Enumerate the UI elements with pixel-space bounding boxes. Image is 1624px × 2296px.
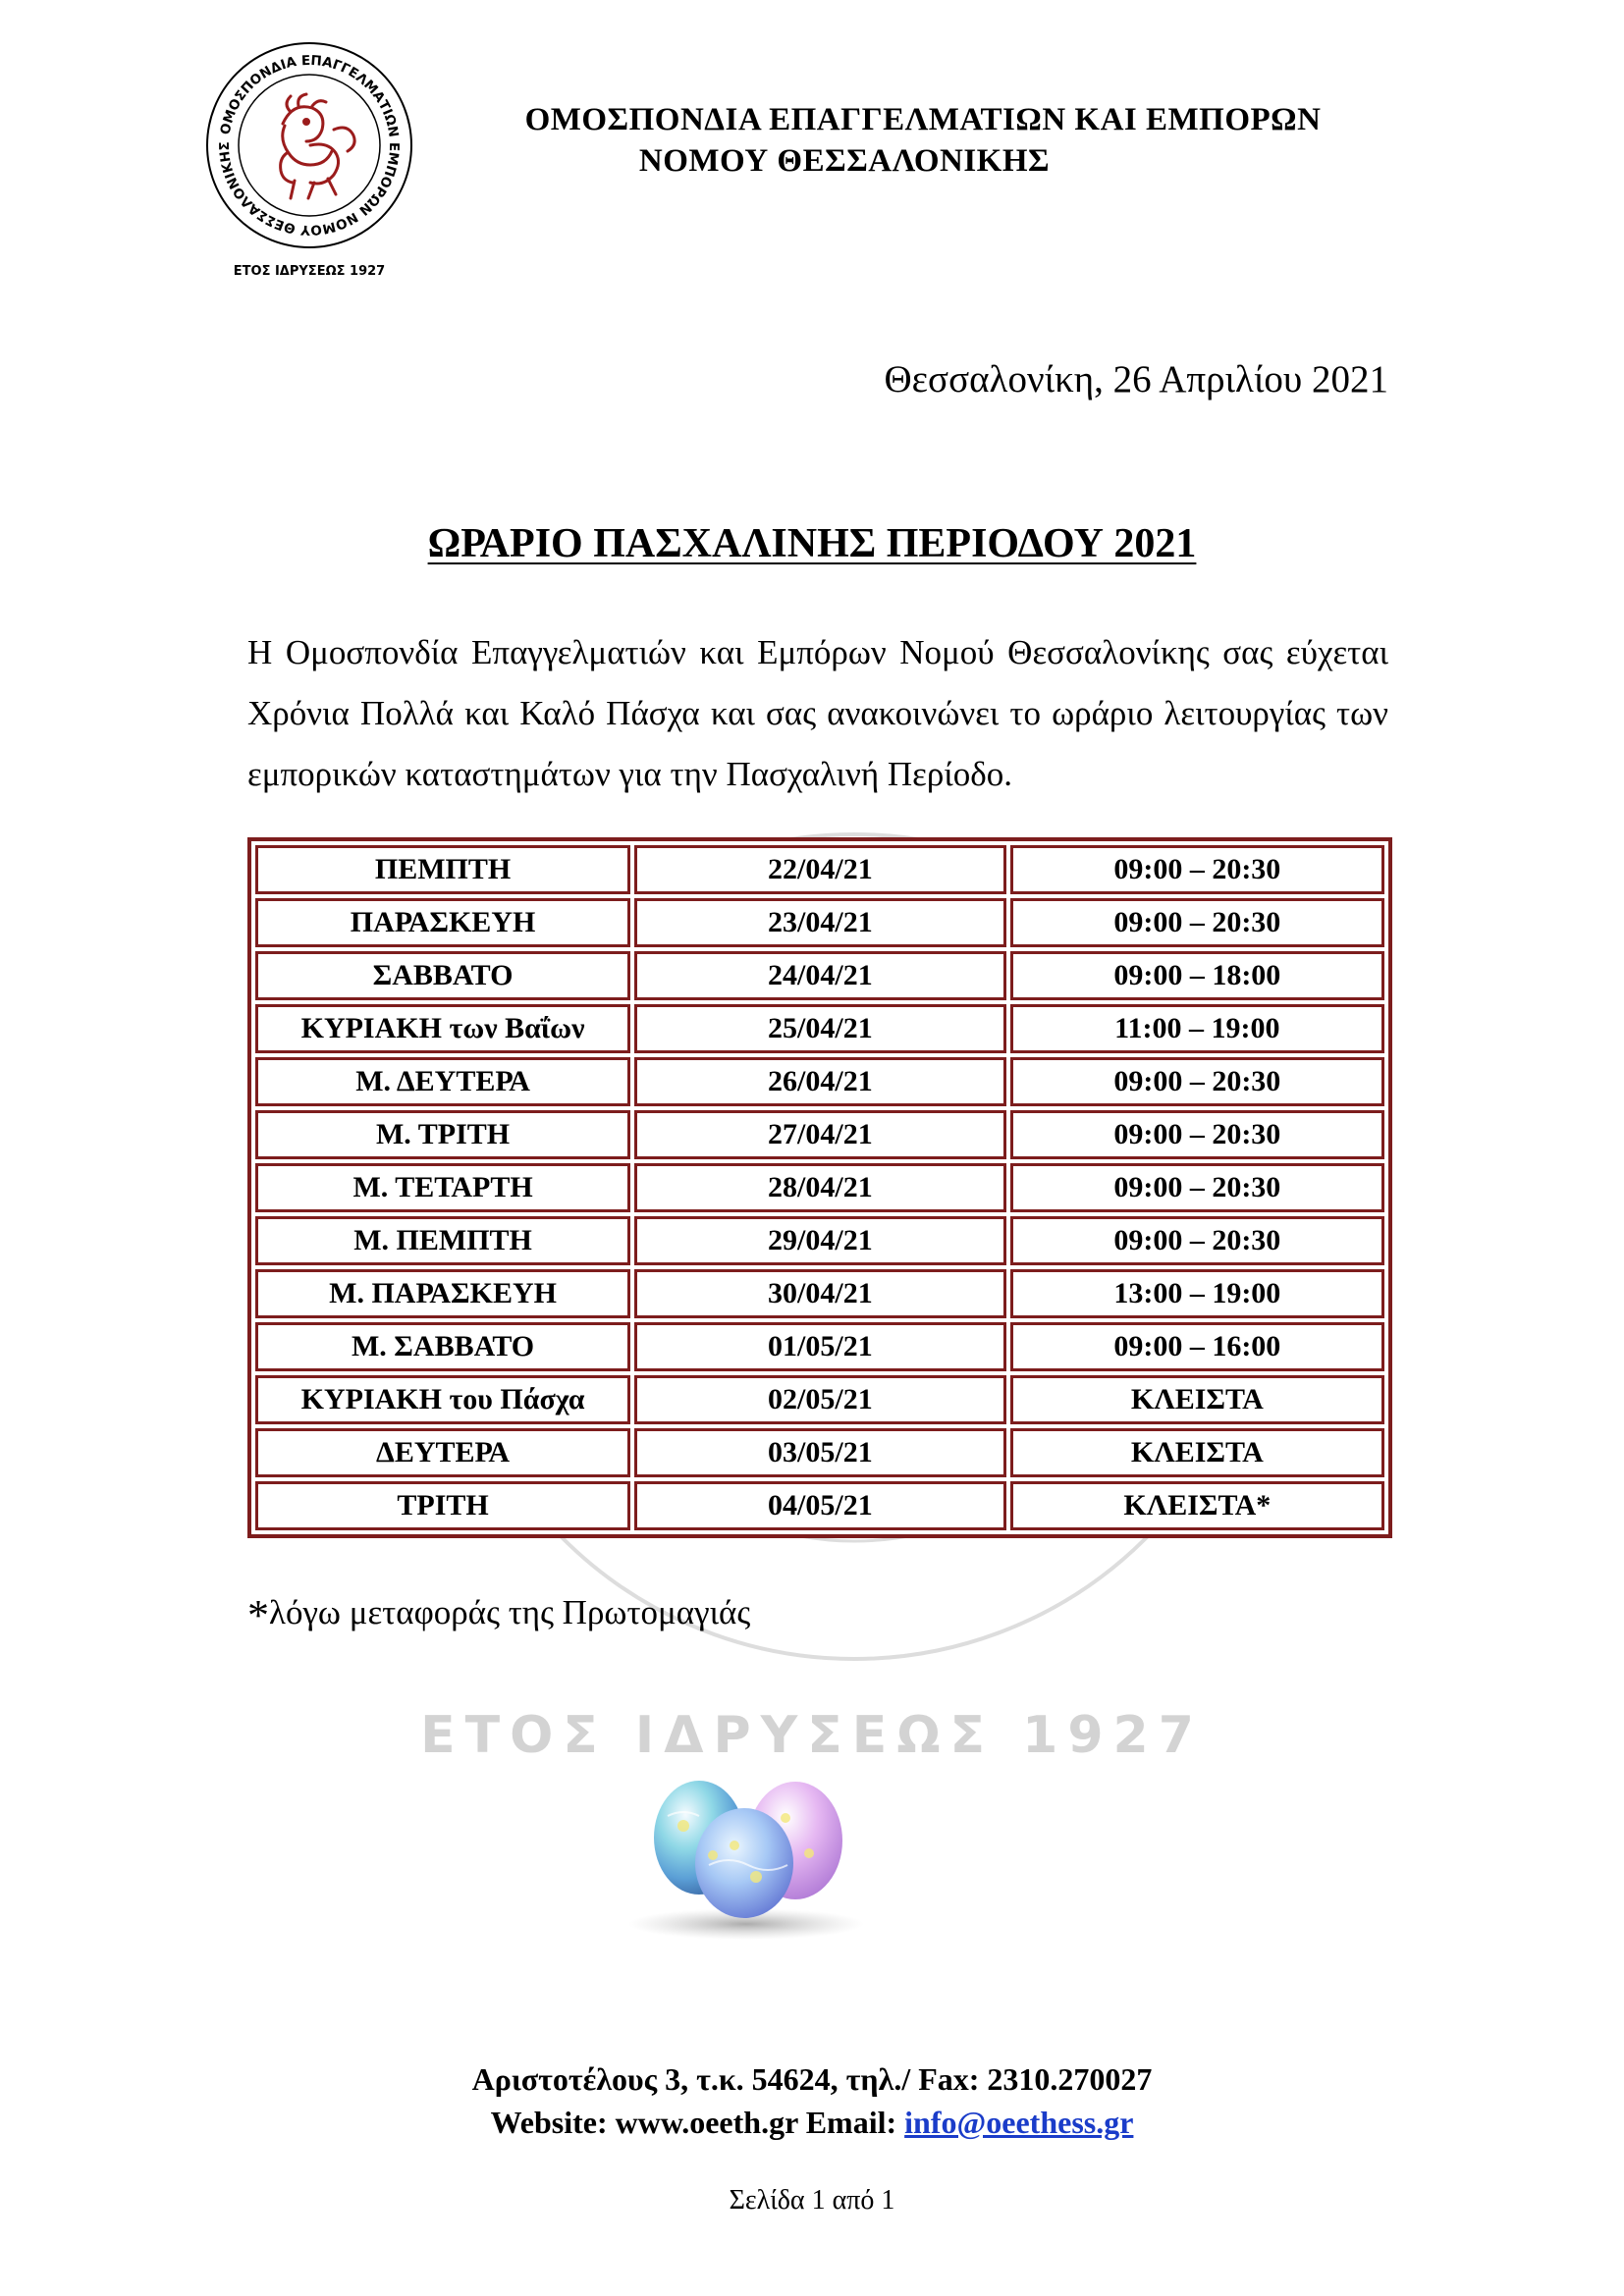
table-row: [255, 1322, 1384, 1371]
schedule-hours-cell: ΚΛΕΙΣΤΑ: [1010, 1428, 1384, 1477]
schedule-date-cell: 26/04/21: [634, 1057, 1006, 1106]
schedule-day-cell: Μ. ΠΑΡΑΣΚΕΥΗ: [255, 1269, 630, 1318]
table-row: [255, 951, 1384, 1000]
schedule-day-cell: Μ. ΤΡΙΤΗ: [255, 1110, 630, 1159]
schedule-day-cell: Μ. ΤΕΤΑΡΤΗ: [255, 1163, 630, 1212]
schedule-hours-cell: 09:00 – 18:00: [1010, 951, 1384, 1000]
schedule-hours-cell: 09:00 – 20:30: [1010, 898, 1384, 947]
organization-name-line2: ΝΟΜΟΥ ΘΕΣΣΑΛΟΝΙΚΗΣ: [638, 143, 1051, 179]
schedule-hours-cell: 09:00 – 20:30: [1010, 1110, 1384, 1159]
schedule-hours-cell: 09:00 – 20:30: [1010, 1163, 1384, 1212]
logo-ring-text: ΟΜΟΣΠΟΝΔΙΑ ΕΠΑΓΓΕΛΜΑΤΙΩΝ ΕΜΠΟΡΩΝ ΝΟΜΟΥ ΘΕΣΣΑΛΟΝΙΚΗΣ: [216, 52, 403, 239]
table-row: [255, 1057, 1384, 1106]
table-row: [255, 1004, 1384, 1053]
document-date: Θεσσαλονίκη, 26 Απριλίου 2021: [884, 358, 1388, 400]
schedule-day-cell: ΚΥΡΙΑΚΗ των Βαΐων: [255, 1004, 630, 1053]
footer-contact: [0, 2105, 1624, 2141]
table-row: [255, 1481, 1384, 1530]
footnote: [247, 1590, 750, 1640]
schedule-day-cell: Μ. ΔΕΥΤΕΡΑ: [255, 1057, 630, 1106]
schedule-day-cell: ΠΑΡΑΣΚΕΥΗ: [255, 898, 630, 947]
schedule-date-cell: 04/05/21: [634, 1481, 1006, 1530]
schedule-date-cell: 02/05/21: [634, 1375, 1006, 1424]
document-title: ΩΡΑΡΙΟ ΠΑΣΧΑΛΙΝΗΣ ΠΕΡΙΟΔΟΥ 2021: [427, 521, 1197, 566]
table-row: [255, 1375, 1384, 1424]
schedule-date-cell: 28/04/21: [634, 1163, 1006, 1212]
schedule-day-cell: ΚΥΡΙΑΚΗ του Πάσχα: [255, 1375, 630, 1424]
schedule-hours-cell: 09:00 – 20:30: [1010, 845, 1384, 894]
schedule-date-cell: 30/04/21: [634, 1269, 1006, 1318]
schedule-hours-cell: 11:00 – 19:00: [1010, 1004, 1384, 1053]
schedule-date-cell: 22/04/21: [634, 845, 1006, 894]
table-row: [255, 898, 1384, 947]
intro-paragraph: Η Ομοσπονδία Επαγγελματιών και Εμπόρων Νομού Θεσσαλονίκης σας εύχεται Χρόνια Πολλά και Καλό Πάσχα και σας ανακοινώνει το ωράριο λειτουργίας των εμπορικών καταστημάτων για την Πασχαλινή Περίοδο.: [247, 633, 1388, 793]
schedule-day-cell: ΤΡΙΤΗ: [255, 1481, 630, 1530]
organization-logo: [196, 27, 422, 291]
schedule-hours-cell: 09:00 – 16:00: [1010, 1322, 1384, 1371]
email-link[interactable]: info@oeethess.gr: [904, 2105, 1134, 2140]
table-row: [255, 1110, 1384, 1159]
table-row: [255, 1428, 1384, 1477]
footnote-star: *: [247, 1591, 269, 1639]
schedule-date-cell: 27/04/21: [634, 1110, 1006, 1159]
table-row: [255, 845, 1384, 894]
schedule-hours-cell: 09:00 – 20:30: [1010, 1216, 1384, 1265]
schedule-date-cell: 01/05/21: [634, 1322, 1006, 1371]
easter-eggs-icon: [619, 1767, 874, 1944]
footer-website: Website: www.oeeth.gr Email:: [490, 2105, 897, 2140]
schedule-date-cell: 24/04/21: [634, 951, 1006, 1000]
founded-banner: ΕΤΟΣ ΙΔΡΥΣΕΩΣ 1927: [420, 1706, 1204, 1765]
table-row: [255, 1163, 1384, 1212]
schedule-hours-cell: ΚΛΕΙΣΤΑ*: [1010, 1481, 1384, 1530]
schedule-table: [247, 837, 1392, 1538]
schedule-day-cell: Μ. ΠΕΜΠΤΗ: [255, 1216, 630, 1265]
schedule-day-cell: ΣΑΒΒΑΤΟ: [255, 951, 630, 1000]
table-row: [255, 1216, 1384, 1265]
table-row: [255, 1269, 1384, 1318]
schedule-day-cell: ΠΕΜΠΤΗ: [255, 845, 630, 894]
logo-founded-text: ΕΤΟΣ ΙΔΡΥΣΕΩΣ 1927: [233, 264, 386, 279]
schedule-hours-cell: ΚΛΕΙΣΤΑ: [1010, 1375, 1384, 1424]
schedule-date-cell: 03/05/21: [634, 1428, 1006, 1477]
schedule-date-cell: 25/04/21: [634, 1004, 1006, 1053]
schedule-day-cell: ΔΕΥΤΕΡΑ: [255, 1428, 630, 1477]
schedule-date-cell: 23/04/21: [634, 898, 1006, 947]
footer-address: Αριστοτέλους 3, τ.κ. 54624, τηλ./ Fax: 2310.270027: [471, 2061, 1153, 2097]
organization-name-line1: ΟΜΟΣΠΟΝΔΙΑ ΕΠΑΓΓΕΛΜΑΤΙΩΝ ΚΑΙ ΕΜΠΟΡΩΝ: [524, 102, 1322, 137]
page-number: Σελίδα 1 από 1: [729, 2185, 895, 2216]
schedule-date-cell: 29/04/21: [634, 1216, 1006, 1265]
lion-emblem-icon: [281, 94, 355, 198]
schedule-hours-cell: 09:00 – 20:30: [1010, 1057, 1384, 1106]
schedule-day-cell: Μ. ΣΑΒΒΑΤΟ: [255, 1322, 630, 1371]
footnote-text: λόγω μεταφοράς της Πρωτομαγιάς: [269, 1593, 751, 1631]
schedule-hours-cell: 13:00 – 19:00: [1010, 1269, 1384, 1318]
